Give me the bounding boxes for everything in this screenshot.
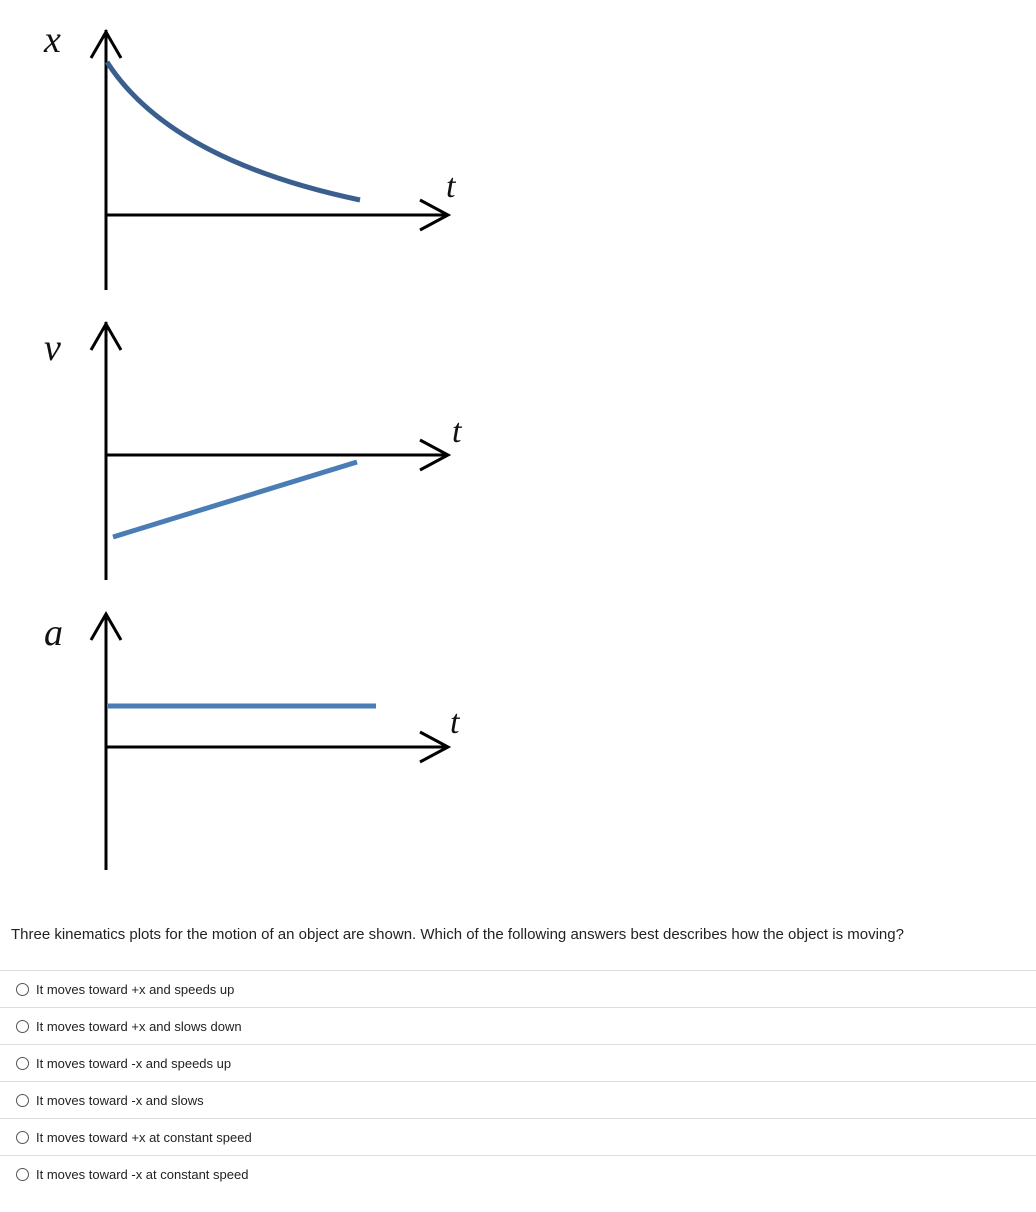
- answer-list: [0, 970, 1036, 1192]
- radio-button[interactable]: [16, 983, 29, 996]
- answer-option[interactable]: [0, 1155, 1036, 1192]
- answer-label: It moves toward -x at constant speed: [36, 1166, 249, 1182]
- answer-option[interactable]: [0, 1044, 1036, 1081]
- radio-button[interactable]: [16, 1057, 29, 1070]
- radio-button[interactable]: [16, 1094, 29, 1107]
- answer-option[interactable]: [0, 1081, 1036, 1118]
- answer-label: It moves toward +x at constant speed: [36, 1129, 252, 1145]
- velocity-line: [113, 462, 357, 537]
- velocity-time-plot: [44, 322, 463, 580]
- position-time-plot: [43, 19, 457, 290]
- answer-label: It moves toward +x and speeds up: [36, 981, 235, 997]
- question-text: Three kinematics plots for the motion of an object are shown. Which of the following answers best describes how the object is moving?: [11, 926, 904, 943]
- answer-option[interactable]: [0, 1118, 1036, 1155]
- position-curve: [107, 62, 360, 200]
- acceleration-time-label: t: [450, 704, 460, 741]
- kinematics-plots: [0, 0, 520, 900]
- velocity-time-label: t: [452, 413, 462, 450]
- answer-label: It moves toward +x and slows down: [36, 1018, 242, 1034]
- radio-button[interactable]: [16, 1131, 29, 1144]
- answer-label: It moves toward -x and speeds up: [36, 1055, 232, 1071]
- answer-label: It moves toward -x and slows: [36, 1092, 204, 1108]
- radio-button[interactable]: [16, 1168, 29, 1181]
- answer-option[interactable]: [0, 1007, 1036, 1044]
- position-time-label: t: [446, 168, 456, 205]
- velocity-axis-label: v: [44, 327, 61, 369]
- acceleration-axis-label: a: [44, 612, 63, 654]
- position-axis-label: x: [44, 19, 61, 61]
- radio-button[interactable]: [16, 1020, 29, 1033]
- answer-option[interactable]: [0, 970, 1036, 1007]
- acceleration-time-plot: [44, 612, 461, 870]
